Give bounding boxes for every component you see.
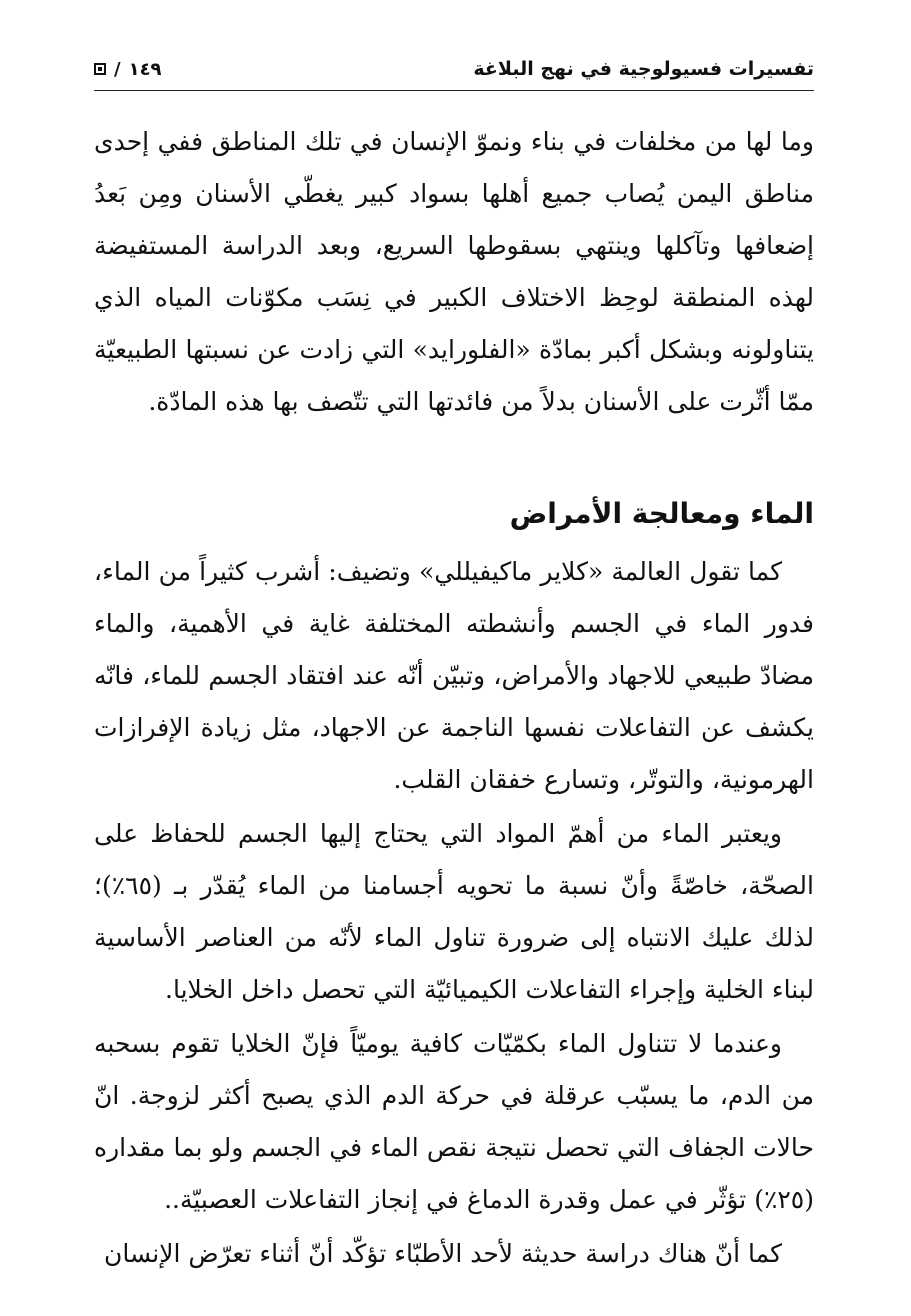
body-paragraph-4: وعندما لا تتناول الماء بكمّيّات كافية يوميّاً فإنّ الخلايا تقوم بسحبه من الدم، ما يسبّب عرقلة في حركة الدم الذي يصبح أكثر لزوجة. انّ حالات الجفاف التي تحصل نتيجة نقص الماء في الجسم ولو بما مقداره (٢٥٪) تؤثّر في عمل وقدرة الدماغ في إنجاز التفاعلات العصبيّة.. bbox=[94, 1029, 814, 1214]
page-number: ١٤٩ bbox=[128, 58, 162, 80]
page-number-group bbox=[94, 59, 162, 80]
page-body bbox=[94, 116, 814, 1280]
body-paragraph-2: كما تقول العالمة «كلاير ماكيفيللي» وتضيف: أشرب كثيراً من الماء، فدور الماء في الجسم وأنشطته المختلفة غاية في الأهمية، والماء مضادّ طبيعي للاجهاد والأمراض، وتبيّن أنّه عند افتقاد الجسم للماء، فانّه يكشف عن التفاعلات نفسها الناجمة عن الاجهاد، مثل زيادة الإفرازات الهرمونية، والتوتّر، وتسارع خفقان القلب. bbox=[94, 557, 814, 794]
body-paragraph-1: وما لها من مخلفات في بناء ونموّ الإنسان في تلك المناطق ففي إحدى مناطق اليمن يُصاب جميع أهلها بسواد كبير يغطّي الأسنان ومِن بَعدُ إضعافها وتآكلها وينتهي بسقوطها السريع، وبعد الدراسة المستفيضة لهذه المنطقة لوحِظ الاختلاف الكبير في نِسَب مكوّنات المياه الذي يتناولونه وبشكل أكبر بمادّة «الفلورايد» التي زادت عن نسبتها الطبيعيّة ممّا أثّرت على الأسنان بدلاً من فائدتها التي تتّصف بها هذه المادّة. bbox=[94, 127, 814, 416]
page-marker-square-icon bbox=[94, 63, 106, 75]
running-header bbox=[94, 48, 814, 91]
section-heading: الماء ومعالجة الأمراض bbox=[509, 497, 814, 530]
page-separator: / bbox=[114, 58, 121, 80]
running-title: تفسيرات فسيولوجية في نهج البلاغة bbox=[473, 58, 814, 80]
body-paragraph-3: ويعتبر الماء من أهمّ المواد التي يحتاج إليها الجسم للحفاظ على الصحّة، خاصّةً وأنّ نسبة ما تحويه أجسامنا من الماء يُقدّر بـ (٦٥٪)؛ لذلك عليك الانتباه إلى ضرورة تناول الماء لأنّه من العناصر الأساسية لبناء الخلية وإجراء التفاعلات الكيميائيّة التي تحصل داخل الخلايا. bbox=[94, 819, 815, 1004]
body-paragraph-5: كما أنّ هناك دراسة حديثة لأحد الأطبّاء تؤكّد أنّ أثناء تعرّض الإنسان bbox=[104, 1239, 782, 1268]
